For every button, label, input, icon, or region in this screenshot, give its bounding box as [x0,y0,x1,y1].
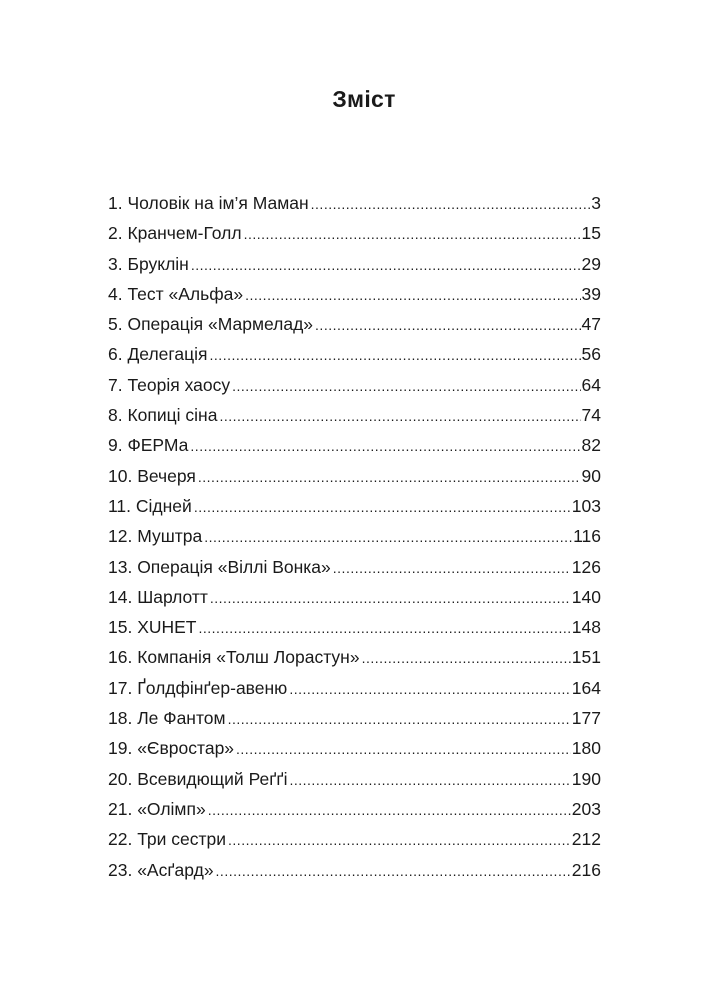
toc-entry [108,430,601,460]
dot-leader [311,189,591,219]
toc-entry-title: 20. Всевидющий Реґґі [108,768,288,789]
toc-entry-title: 17. Ґолдфінґер-авеню [108,677,288,698]
dot-leader [198,462,581,492]
toc-entry-title: 13. Операція «Віллі Вонка» [108,556,331,577]
toc-entry-title: 21. «Олімп» [108,798,206,819]
toc-entry [108,521,601,551]
dot-leader [210,583,571,613]
toc-entry [108,491,601,521]
toc-entry [108,279,601,309]
toc-entry-page: 116 [573,526,601,547]
toc-entry-title: 22. Три сестри [108,829,227,850]
toc-entry-title: 11. Сідней [108,495,192,516]
dot-leader [289,765,570,795]
toc-entry [108,673,601,703]
dot-leader [194,492,571,522]
toc-entry [108,339,601,369]
toc-entry-title: 4. Тест «Альфа» [108,283,244,304]
toc-entry [108,794,601,824]
toc-entry-title: 12. Муштра [108,526,203,547]
dot-leader [210,340,581,370]
dot-leader [204,522,572,552]
toc-entry-title: 6. Делегація [108,344,208,365]
dot-leader [216,856,571,886]
dot-leader [236,734,571,764]
toc-entry-page: 56 [581,344,601,365]
toc-entry-page: 82 [581,435,601,456]
toc-entry [108,400,601,430]
toc-entry-page: 212 [571,829,601,850]
toc-entry-page: 151 [571,647,601,668]
toc-entry-page: 15 [581,223,601,244]
dot-leader [232,371,580,401]
toc-entry-page: 74 [581,405,601,426]
toc-entry [108,249,601,279]
dot-leader [289,674,570,704]
toc-entry-page: 148 [571,617,601,638]
toc-entry-page: 140 [571,586,601,607]
toc-entry-title: 7. Теорія хаосу [108,374,231,395]
page-title: Зміст [332,86,396,112]
dot-leader [362,643,571,673]
dot-leader [219,401,580,431]
toc-entry-page: 39 [581,283,601,304]
toc-entry-title: 19. «Євростар» [108,738,235,759]
toc-entry-page: 180 [571,738,601,759]
toc-entry-page: 47 [581,314,601,335]
toc-entry [108,612,601,642]
toc-entry-title: 23. «Асґард» [108,859,214,880]
toc-entry [108,824,601,854]
toc-entry-page: 64 [581,374,601,395]
toc-entry-page: 164 [571,677,601,698]
toc-entry-page: 177 [571,708,601,729]
toc-entry-page: 90 [581,465,601,486]
dot-leader [199,613,571,643]
toc-entry-page: 103 [571,495,601,516]
toc-entry-title: 5. Операція «Мармелад» [108,314,314,335]
toc-entry-title: 10. Вечеря [108,465,196,486]
toc-entry-title: 18. Ле Фантом [108,708,226,729]
dot-leader [333,553,571,583]
toc-entry-title: 1. Чоловік на ім’я Маман [108,193,309,213]
dot-leader [315,310,580,340]
dot-leader [244,219,581,249]
toc-entry-title: 14. Шарлотт [108,586,208,607]
toc-entry [108,188,601,218]
dot-leader [208,795,571,825]
table-of-contents [108,188,601,885]
toc-entry-page: 203 [571,798,601,819]
toc-entry-page: 216 [571,859,601,880]
toc-entry [108,764,601,794]
toc-entry-title: 8. Копиці сіна [108,405,218,426]
dot-leader [191,250,581,280]
toc-entry [108,461,601,491]
toc-entry [108,855,601,885]
dot-leader [190,431,580,461]
toc-entry [108,309,601,339]
toc-entry-title: 15. XUHET [108,617,197,638]
toc-entry [108,642,601,672]
toc-entry [108,218,601,248]
toc-entry [108,733,601,763]
toc-entry-page: 190 [571,768,601,789]
toc-entry-title: 16. Компанія «Толш Лорастун» [108,647,360,668]
toc-entry [108,582,601,612]
toc-entry [108,370,601,400]
dot-leader [228,704,571,734]
toc-entry-page: 126 [571,556,601,577]
toc-entry [108,552,601,582]
toc-entry-page: 29 [581,253,601,274]
toc-entry-page: 3 [591,193,601,213]
dot-leader [245,280,580,310]
toc-entry-title: 3. Бруклін [108,253,189,274]
dot-leader [228,825,571,855]
toc-entry-title: 9. ФЕРМа [108,435,189,456]
toc-entry-title: 2. Кранчем-Голл [108,223,242,244]
toc-entry [108,703,601,733]
